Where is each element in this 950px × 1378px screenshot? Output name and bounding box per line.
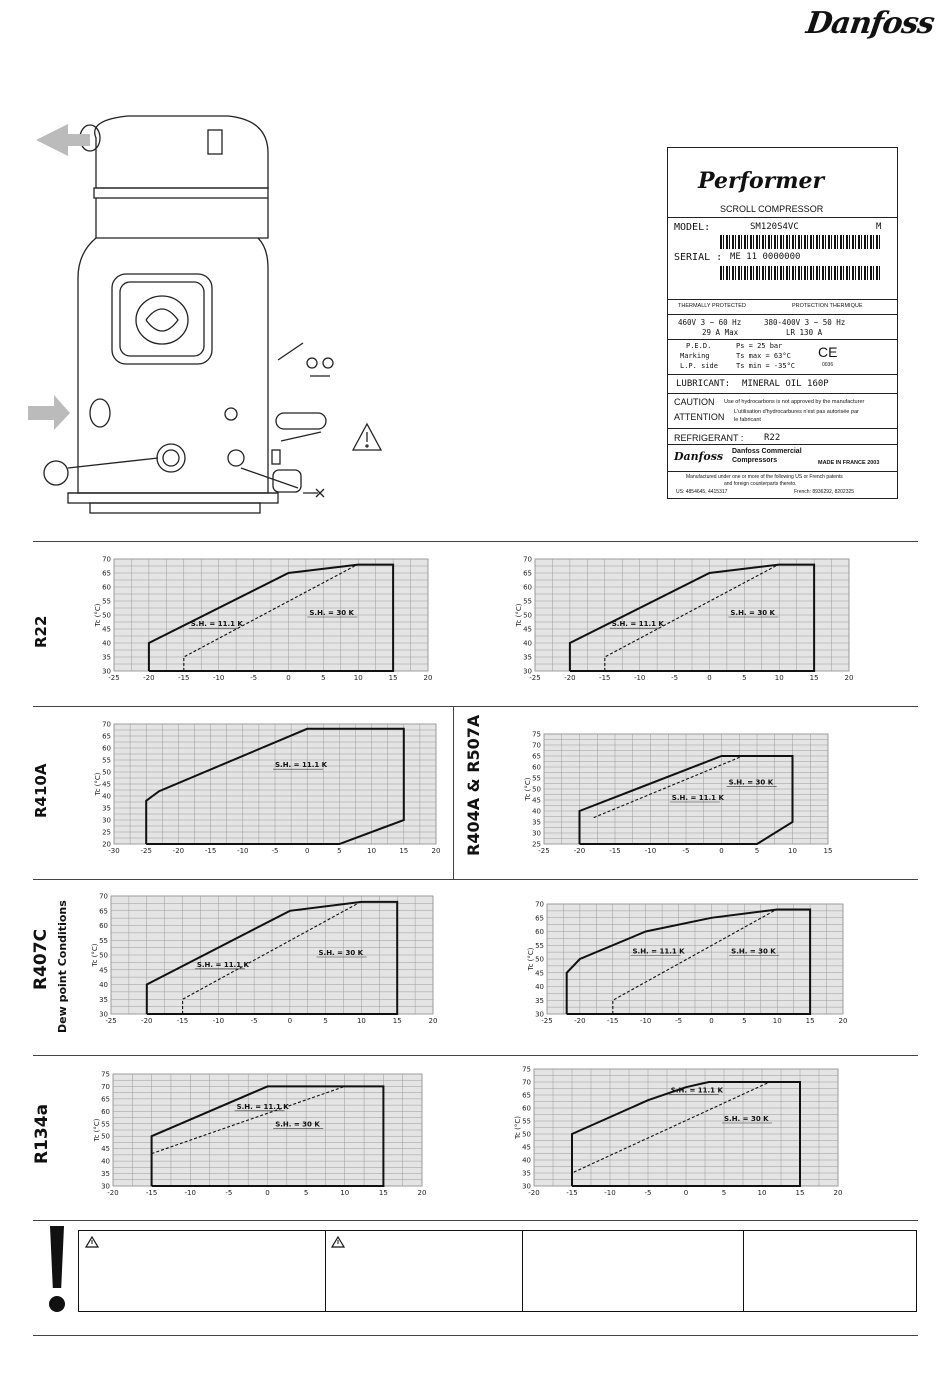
x-tick-label: -15 bbox=[178, 674, 190, 682]
nameplate-subtitle: SCROLL COMPRESSOR bbox=[720, 204, 824, 214]
lubricant-value: MINERAL OIL 160P bbox=[742, 379, 829, 389]
x-tick-label: 5 bbox=[321, 674, 326, 682]
patent-line-1: Manufactured under one or more of the following US or French patents bbox=[686, 474, 843, 480]
y-axis-label: Tc (°C) bbox=[514, 1115, 522, 1140]
divider bbox=[453, 706, 454, 879]
chart-r22-b bbox=[517, 553, 857, 685]
x-tick-label: 10 bbox=[772, 1017, 782, 1025]
annotation-label: S.H. = 30 K bbox=[731, 947, 776, 956]
x-tick-label: 5 bbox=[754, 847, 760, 855]
y-tick-label: 65 bbox=[102, 569, 111, 578]
x-tick-label: 0 bbox=[683, 1189, 689, 1197]
annotation-label: S.H. = 30 K bbox=[318, 949, 364, 957]
x-tick-label: 20 bbox=[833, 1189, 843, 1197]
x-tick-label: 0 bbox=[265, 1189, 270, 1197]
chart-r404a bbox=[526, 728, 836, 858]
refrigerant-value: R22 bbox=[764, 433, 781, 443]
nameplate-brand: Performer bbox=[698, 168, 825, 194]
y-axis-label: Tc (°C) bbox=[94, 772, 102, 796]
annotation-label: S.H. = 11.1 K bbox=[190, 620, 243, 629]
model-value: SM120S4VC bbox=[750, 222, 799, 232]
ts-min-value: Ts min = -35°C bbox=[736, 362, 796, 370]
y-tick-label: 60 bbox=[522, 1104, 531, 1113]
x-tick-label: 5 bbox=[323, 1017, 328, 1025]
warning-box bbox=[78, 1230, 917, 1312]
y-tick-label: 45 bbox=[535, 969, 544, 978]
chart-r134a-b bbox=[516, 1063, 846, 1200]
patent-line-2: and foreign counterparts thereto. bbox=[724, 481, 797, 487]
compressor-drawing bbox=[28, 108, 448, 533]
section-label-dew-point: Dew point Conditions bbox=[56, 900, 69, 1033]
y-tick-label: 70 bbox=[102, 555, 111, 564]
x-tick-label: -20 bbox=[143, 674, 155, 682]
y-tick-label: 50 bbox=[99, 951, 108, 960]
x-tick-label: -5 bbox=[250, 674, 258, 682]
y-tick-label: 55 bbox=[522, 1117, 531, 1126]
y-tick-label: 55 bbox=[535, 941, 544, 950]
y-tick-label: 35 bbox=[102, 653, 111, 662]
y-tick-label: 40 bbox=[532, 807, 541, 816]
annotation-label: S.H. = 11.1 K bbox=[275, 761, 328, 770]
chart-r407c-a bbox=[93, 890, 441, 1028]
current-1: 29 A Max bbox=[702, 328, 739, 337]
y-tick-label: 65 bbox=[522, 1091, 531, 1100]
y-tick-label: 55 bbox=[523, 597, 532, 606]
x-tick-label: 15 bbox=[805, 1017, 815, 1025]
annotation-label: S.H. = 30 K bbox=[309, 609, 354, 617]
y-tick-label: 70 bbox=[523, 555, 532, 564]
y-tick-label: 45 bbox=[532, 796, 541, 805]
exclamation-icon bbox=[44, 1226, 72, 1316]
annotation-label: S.H. = 11.1 K bbox=[236, 1102, 289, 1111]
divider bbox=[33, 541, 918, 542]
x-tick-label: -15 bbox=[599, 674, 611, 682]
x-tick-label: -25 bbox=[538, 847, 550, 855]
y-tick-label: 30 bbox=[102, 816, 111, 825]
y-tick-label: 75 bbox=[532, 730, 541, 739]
annotation-label: S.H. = 30 K bbox=[724, 1115, 769, 1123]
annotation-label: S.H. = 11.1 K bbox=[632, 947, 685, 956]
y-tick-label: 70 bbox=[99, 892, 108, 901]
x-tick-label: -20 bbox=[564, 674, 576, 682]
x-tick-label: 0 bbox=[287, 1017, 293, 1025]
divider bbox=[33, 879, 918, 880]
y-tick-label: 60 bbox=[535, 928, 544, 936]
x-tick-label: -15 bbox=[607, 1017, 619, 1025]
y-tick-label: 35 bbox=[523, 653, 532, 662]
x-tick-label: -20 bbox=[141, 1017, 153, 1025]
patent-fr: French: 8936292, 8202325 bbox=[794, 489, 855, 495]
x-tick-label: 10 bbox=[353, 674, 363, 682]
nameplate bbox=[667, 147, 898, 499]
y-tick-label: 75 bbox=[101, 1070, 110, 1079]
y-tick-label: 60 bbox=[102, 583, 111, 592]
x-tick-label: -5 bbox=[671, 674, 679, 682]
nameplate-danfoss-logo: Danfoss bbox=[674, 450, 724, 463]
x-tick-label: 0 bbox=[719, 847, 724, 855]
divider bbox=[33, 706, 918, 707]
y-tick-label: 75 bbox=[522, 1065, 531, 1074]
y-tick-label: 55 bbox=[101, 1120, 110, 1129]
x-tick-label: -20 bbox=[574, 1017, 586, 1025]
voltage-1: 460V 3 ~ 60 Hz bbox=[678, 318, 742, 327]
y-tick-label: 50 bbox=[102, 768, 111, 777]
annotation-label: S.H. = 11.1 K bbox=[611, 620, 664, 629]
model-barcode bbox=[720, 235, 880, 249]
x-tick-label: 20 bbox=[844, 674, 854, 682]
y-tick-label: 70 bbox=[522, 1078, 531, 1087]
x-tick-label: -10 bbox=[212, 1017, 225, 1025]
x-tick-label: 0 bbox=[709, 1017, 714, 1025]
y-tick-label: 40 bbox=[102, 792, 111, 801]
y-tick-label: 30 bbox=[102, 667, 111, 676]
chart-r22-a bbox=[96, 553, 436, 685]
y-tick-label: 50 bbox=[532, 785, 541, 794]
serial-barcode bbox=[720, 266, 880, 280]
y-tick-label: 40 bbox=[523, 639, 532, 648]
y-tick-label: 35 bbox=[532, 818, 541, 827]
danfoss-compressors: Compressors bbox=[732, 457, 778, 464]
y-tick-label: 45 bbox=[101, 1145, 110, 1154]
y-tick-label: 55 bbox=[99, 936, 108, 945]
caution-text: Use of hydrocarbons is not approved by the manufacturer bbox=[724, 399, 865, 405]
annotation-label: S.H. = 30 K bbox=[275, 1120, 320, 1129]
y-tick-label: 30 bbox=[522, 1182, 531, 1191]
y-tick-label: 30 bbox=[101, 1182, 110, 1191]
x-tick-label: 10 bbox=[356, 1017, 366, 1025]
voltage-2: 380-400V 3 ~ 50 Hz bbox=[764, 318, 846, 327]
y-tick-label: 45 bbox=[522, 1143, 531, 1152]
section-label-r407c: R407C bbox=[31, 928, 51, 990]
y-tick-label: 50 bbox=[101, 1132, 110, 1141]
y-tick-label: 55 bbox=[102, 756, 111, 765]
y-tick-label: 45 bbox=[99, 966, 108, 975]
x-tick-label: -25 bbox=[105, 1017, 117, 1025]
x-tick-label: 5 bbox=[742, 674, 747, 682]
y-tick-label: 25 bbox=[532, 840, 541, 849]
y-tick-label: 55 bbox=[532, 774, 541, 783]
x-tick-label: -25 bbox=[140, 847, 152, 855]
y-tick-label: 65 bbox=[532, 752, 541, 761]
patent-us: US: 4854645, 4415317 bbox=[676, 489, 728, 495]
thermal-fr: PROTECTION THERMIQUE bbox=[792, 303, 863, 309]
y-tick-label: 40 bbox=[101, 1157, 110, 1166]
y-tick-label: 30 bbox=[535, 1010, 544, 1019]
x-tick-label: -10 bbox=[644, 847, 657, 855]
y-tick-label: 30 bbox=[532, 829, 541, 838]
annotation-label: S.H. = 11.1 K bbox=[670, 1086, 723, 1095]
warning-triangle-icon bbox=[331, 1236, 345, 1248]
annotation-label: S.H. = 30 K bbox=[730, 609, 775, 617]
x-tick-label: 5 bbox=[303, 1189, 309, 1197]
current-2: LR 130 A bbox=[786, 328, 823, 337]
x-tick-label: -25 bbox=[108, 674, 120, 682]
caution-label: CAUTION bbox=[674, 397, 715, 407]
y-tick-label: 70 bbox=[535, 900, 544, 909]
y-tick-label: 45 bbox=[523, 625, 532, 634]
x-tick-label: -15 bbox=[204, 847, 217, 855]
model-label: MODEL: bbox=[674, 222, 711, 233]
y-axis-label: Tc (°C) bbox=[515, 603, 523, 627]
x-tick-label: 20 bbox=[431, 847, 441, 855]
x-tick-label: -15 bbox=[609, 847, 621, 855]
x-tick-label: 0 bbox=[707, 674, 712, 682]
x-tick-label: -10 bbox=[184, 1189, 196, 1197]
x-tick-label: 20 bbox=[838, 1017, 848, 1025]
marking-label: Marking bbox=[680, 352, 710, 360]
y-tick-label: 65 bbox=[99, 907, 108, 916]
y-tick-label: 65 bbox=[101, 1095, 110, 1104]
x-tick-label: 15 bbox=[388, 674, 398, 682]
y-axis-label: Tc (°C) bbox=[93, 1118, 101, 1142]
warning-triangle-icon bbox=[85, 1236, 99, 1248]
section-label-r22: R22 bbox=[32, 615, 50, 648]
x-tick-label: 15 bbox=[823, 847, 833, 855]
y-tick-label: 45 bbox=[102, 780, 111, 789]
x-tick-label: -20 bbox=[107, 1189, 119, 1197]
thermal-en: THERMALLY PROTECTED bbox=[678, 303, 746, 309]
y-axis-label: Tc (°C) bbox=[527, 947, 535, 971]
divider bbox=[33, 1220, 918, 1221]
y-tick-label: 70 bbox=[101, 1082, 110, 1091]
ce-number: 0036 bbox=[822, 362, 834, 368]
x-tick-label: 15 bbox=[399, 847, 409, 855]
section-label-r404a: R404A & R507A bbox=[464, 714, 483, 856]
ps-value: Ps = 25 bar bbox=[736, 342, 783, 350]
x-tick-label: 10 bbox=[757, 1189, 767, 1197]
annotation-label: S.H. = 11.1 K bbox=[196, 960, 249, 969]
y-tick-label: 60 bbox=[101, 1107, 110, 1116]
y-tick-label: 60 bbox=[532, 763, 541, 772]
x-tick-label: -15 bbox=[145, 1189, 158, 1197]
attention-label: ATTENTION bbox=[674, 412, 725, 422]
y-tick-label: 40 bbox=[535, 983, 544, 991]
x-tick-label: -15 bbox=[176, 1017, 189, 1025]
y-tick-label: 50 bbox=[522, 1130, 531, 1139]
y-tick-label: 45 bbox=[102, 625, 111, 634]
chart-r134a-a bbox=[95, 1068, 430, 1200]
y-tick-label: 65 bbox=[523, 569, 532, 578]
y-tick-label: 20 bbox=[102, 840, 111, 849]
ce-mark: CE bbox=[818, 344, 838, 360]
model-suffix: M bbox=[876, 222, 882, 232]
y-tick-label: 35 bbox=[535, 996, 544, 1005]
y-axis-label: Tc (°C) bbox=[91, 943, 99, 967]
divider bbox=[33, 1335, 918, 1336]
x-tick-label: -10 bbox=[639, 1017, 652, 1025]
y-tick-label: 70 bbox=[532, 741, 541, 750]
refrigerant-label: REFRIGERANT : bbox=[674, 433, 744, 443]
x-tick-label: 15 bbox=[378, 1189, 388, 1197]
x-tick-label: -10 bbox=[633, 674, 646, 682]
y-tick-label: 50 bbox=[102, 611, 111, 620]
y-tick-label: 40 bbox=[99, 981, 108, 989]
section-label-r134a: R134a bbox=[32, 1103, 52, 1164]
x-tick-label: 0 bbox=[286, 674, 291, 682]
y-tick-label: 65 bbox=[102, 732, 111, 741]
y-tick-label: 40 bbox=[522, 1156, 531, 1165]
x-tick-label: -5 bbox=[675, 1017, 683, 1025]
x-tick-label: 5 bbox=[742, 1017, 747, 1025]
danfoss-commercial: Danfoss Commercial bbox=[732, 448, 802, 455]
x-tick-label: 5 bbox=[337, 847, 342, 855]
y-tick-label: 50 bbox=[535, 955, 544, 964]
x-tick-label: 15 bbox=[795, 1189, 805, 1197]
x-tick-label: -20 bbox=[172, 847, 185, 855]
x-tick-label: -20 bbox=[573, 847, 586, 855]
x-tick-label: 5 bbox=[721, 1189, 727, 1197]
y-tick-label: 70 bbox=[102, 720, 111, 729]
chart-r407c-b bbox=[529, 898, 851, 1028]
x-tick-label: -10 bbox=[237, 847, 249, 855]
y-tick-label: 60 bbox=[99, 922, 108, 930]
y-axis-label: Tc (°C) bbox=[524, 777, 532, 801]
x-tick-label: -5 bbox=[250, 1017, 258, 1025]
divider bbox=[33, 1055, 918, 1056]
x-tick-label: 10 bbox=[788, 847, 797, 855]
x-tick-label: -25 bbox=[541, 1017, 553, 1025]
annotation-label: S.H. = 11.1 K bbox=[671, 794, 724, 802]
y-tick-label: 50 bbox=[523, 611, 532, 620]
x-tick-label: 20 bbox=[428, 1017, 438, 1025]
y-tick-label: 25 bbox=[102, 828, 111, 837]
serial-value: ME 11 0000000 bbox=[730, 252, 801, 262]
x-tick-label: -5 bbox=[644, 1189, 652, 1197]
x-tick-label: -30 bbox=[108, 847, 120, 855]
y-tick-label: 60 bbox=[523, 583, 532, 592]
x-tick-label: -15 bbox=[566, 1189, 578, 1197]
y-tick-label: 65 bbox=[535, 914, 544, 923]
y-tick-label: 55 bbox=[102, 597, 111, 606]
x-tick-label: -5 bbox=[271, 847, 279, 855]
x-tick-label: -5 bbox=[682, 847, 690, 855]
serial-label: SERIAL : bbox=[674, 252, 723, 263]
attention-text-1: L'utilisation d'hydrocarbures n'est pas autorisée par bbox=[734, 409, 859, 415]
x-tick-label: 10 bbox=[340, 1189, 350, 1197]
lp-side-label: L.P. side bbox=[680, 362, 718, 370]
made-in-france: MADE IN FRANCE 2003 bbox=[818, 460, 880, 466]
y-tick-label: 35 bbox=[101, 1170, 110, 1179]
x-tick-label: 20 bbox=[423, 674, 433, 682]
section-label-r410a: R410A bbox=[32, 763, 50, 818]
y-tick-label: 40 bbox=[102, 639, 111, 648]
y-tick-label: 35 bbox=[99, 995, 108, 1004]
y-tick-label: 30 bbox=[523, 667, 532, 676]
x-tick-label: -10 bbox=[604, 1189, 616, 1197]
x-tick-label: 10 bbox=[774, 674, 784, 682]
x-tick-label: -5 bbox=[225, 1189, 233, 1197]
lubricant-label: LUBRICANT: bbox=[676, 379, 731, 389]
danfoss-logo: Danfoss bbox=[804, 6, 936, 41]
annotation-label: S.H. = 30 K bbox=[728, 778, 774, 787]
x-tick-label: -10 bbox=[212, 674, 225, 682]
x-tick-label: 15 bbox=[392, 1017, 402, 1025]
x-tick-label: -20 bbox=[528, 1189, 540, 1197]
ped-label: P.E.D. bbox=[686, 342, 712, 350]
y-tick-label: 35 bbox=[522, 1169, 531, 1178]
x-tick-label: 15 bbox=[809, 674, 819, 682]
y-axis-label: Tc (°C) bbox=[94, 603, 102, 627]
x-tick-label: 10 bbox=[367, 847, 377, 855]
y-tick-label: 30 bbox=[99, 1010, 108, 1019]
x-tick-label: 20 bbox=[417, 1189, 427, 1197]
y-tick-label: 60 bbox=[102, 744, 111, 753]
y-tick-label: 35 bbox=[102, 804, 111, 813]
x-tick-label: -25 bbox=[529, 674, 541, 682]
x-tick-label: 0 bbox=[304, 847, 310, 855]
chart-r410a bbox=[96, 718, 444, 858]
ts-max-value: Ts max = 63°C bbox=[736, 352, 791, 360]
attention-text-2: le fabricant bbox=[734, 417, 761, 423]
